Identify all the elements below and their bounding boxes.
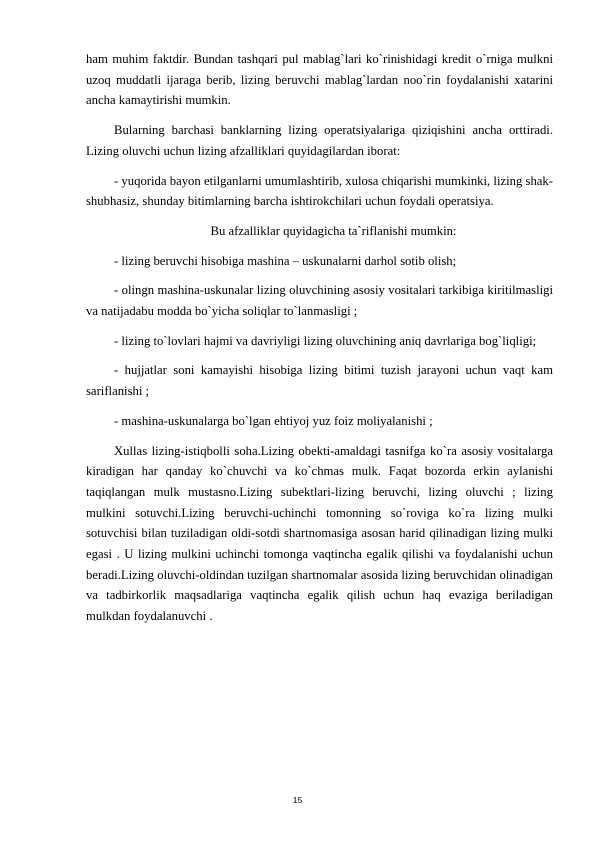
list-item-2: - olingn mashina-uskunalar lizing oluvchining asosiy vositalari tarkibiga kiritilmasligi va natijadabu modda bo`yicha soliqlar to`lanmasligi ; [86,283,553,319]
list-item-1: - lizing beruvchi hisobiga mashina – uskunalarni darhol sotib olish; [114,253,457,268]
paragraph-4-heading: Bu afzalliklar quyidagicha ta`riflanishi mumkin: [210,223,457,238]
paragraph-2: Bularning barchasi banklarning lizing operatsiyalariga qiziqishini ancha orttiradi. Lizing oluvchi uchun lizing afzalliklari quyidagilardan iborat: [86,123,553,158]
page-number: 15 [292,795,303,805]
page-body [86,49,553,636]
paragraph-1: ham muhim faktdir. Bundan tashqari pul mablag`lari ko`rinishidagi kredit o`rniga mulkni uzoq muddatli ijaraga berib, lizing beruvchi mablag`lardan noo`rin foydalanishi xatarini ancha kamaytirishi mumkin. [86,52,553,108]
list-item-5: - mashina-uskunalarga bo`lgan ehtiyoj yuz foiz moliyalanishi ; [114,413,433,428]
paragraph-conclusion: Xullas lizing-istiqbolli soha.Lizing obekti-amaldagi tasnifga ko`ra asosiy vositalarga kiradigan har qanday ko`chuvchi va ko`chmas mulk. Faqat bozorda erkin aylanishi taqiqlangan mulk mustasno.Lizing subektlari-lizing beruvchi, lizing oluvchi ; lizing mulkini sotuvchi.Lizing beruvchi-uchinchi tomonning so`roviga ko`ra lizing mulki sotuvchisi bilan tuziladigan oldi-sotdi shartnomasiga asosan harid qilinadigan lizing mulki egasi . U lizing mulkini uchinchi tomonga vaqtincha egalik qilishi va foydalanishi uchun beradi.Lizing oluvchi-oldindan tuzilgan shartnomalar asosida lizing beruvchidan olinadigan va tadbirkorlik maqsadlariga vaqtincha egalik qilish uchun haq evaziga beriladigan mulkdan foydalanuvchi . [86,443,553,624]
list-item-4: - hujjatlar soni kamayishi hisobiga lizing bitimi tuzish jarayoni uchun vaqt kam sariflanishi ; [86,363,553,399]
list-item-3: - lizing to`lovlari hajmi va davriyligi lizing oluvchining aniq davrlariga bog`liqligi; [114,333,537,348]
paragraph-3: - yuqorida bayon etilganlarni umumlashtirib, xulosa chiqarishi mumkinki, lizing shak-shubhasiz, shunday bitimlarning barcha ishtirokchilari uchun foydali operatsiya. [86,173,553,209]
